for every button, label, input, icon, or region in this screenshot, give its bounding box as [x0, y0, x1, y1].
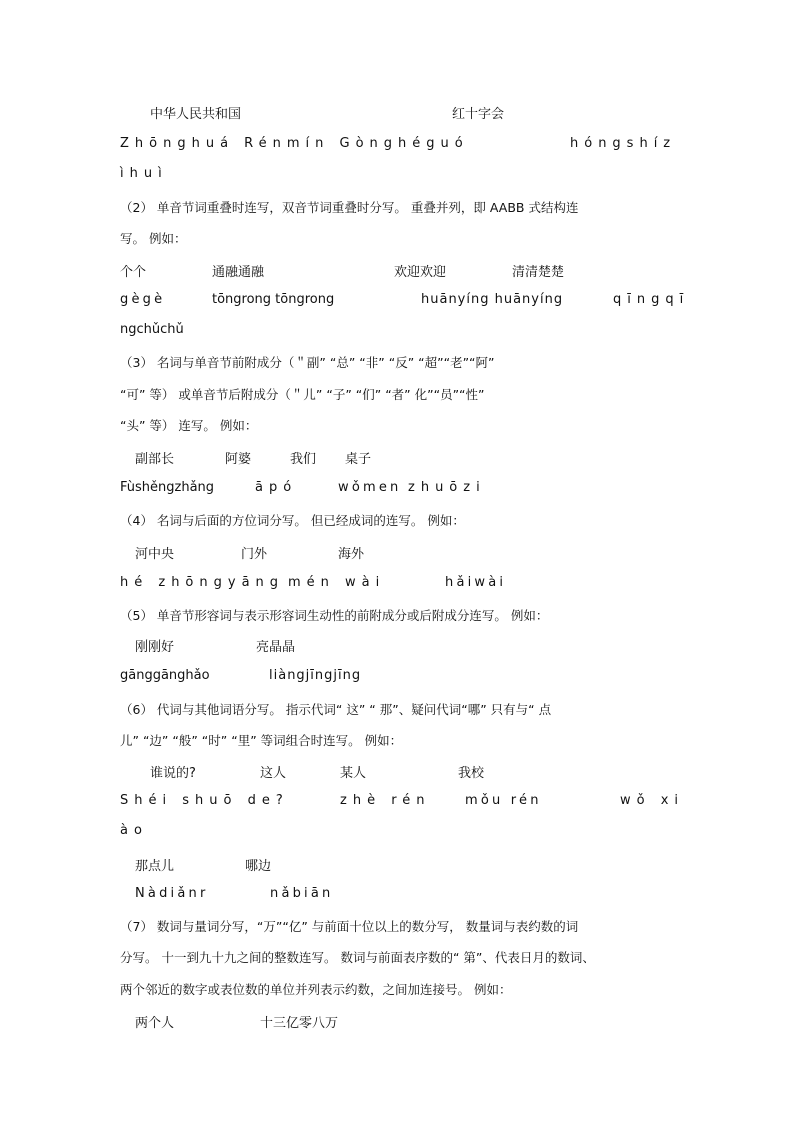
- example-hanzi-nadianr: 那点儿: [135, 859, 175, 874]
- example-hanzi-mouren: 某人: [340, 766, 367, 781]
- example-hanzi-gege: 个个: [120, 265, 147, 280]
- example-hanzi-fubuzhang: 副部长: [135, 452, 175, 467]
- example-pinyin-menwai: mén wài: [288, 575, 386, 590]
- example-pinyin-qingchu: qīngqī: [613, 292, 690, 307]
- example-hanzi-zheren: 这人: [260, 766, 287, 781]
- example-pinyin-mouren: mǒu rén: [465, 793, 542, 808]
- example-pinyin-zheren: zhè rén: [340, 793, 431, 808]
- example-hanzi-liangge: 两个人: [135, 1016, 175, 1031]
- example-pinyin-apo: āpó: [255, 480, 298, 495]
- example-hanzi-woxiao: 我校: [458, 766, 485, 781]
- example-hanzi-shisanyi: 十三亿零八万: [260, 1016, 339, 1031]
- example-hanzi-nabian: 哪边: [245, 859, 272, 874]
- example-pinyin-gege: gègè: [120, 292, 166, 307]
- example-pinyin-fubuzhang: Fùshěngzhǎng: [120, 480, 215, 495]
- example-pinyin-zhuozi: zhuōzi: [408, 480, 486, 495]
- section-3-line-2: “可” 等） 或单音节后附成分（＂儿” “子” “们” “者” 化”“员”“性”: [120, 387, 485, 402]
- section-6-line-1: （6） 代词与其他词语分写。 指示代词“ 这” “ 那”、疑问代词“哪” 只有与“ 点: [120, 702, 552, 717]
- example-pinyin-hezhongyang: hé zhōngyāng: [120, 575, 285, 590]
- example-hanzi-zhuozi: 桌子: [345, 452, 372, 467]
- example-hanzi-menwai: 门外: [241, 547, 268, 562]
- example-pinyin-nabian: nǎbiān: [270, 886, 334, 901]
- section-3-line-3: “头” 等） 连写。 例如：: [120, 418, 258, 433]
- example-hanzi-tongrong: 通融通融: [212, 265, 265, 280]
- example-pinyin-haiwai: hǎiwài: [445, 575, 507, 590]
- example-pinyin-nadianr: Nàdiǎnr: [135, 886, 209, 901]
- section-2-line-1: （2） 单音节词重叠时连写，双音节词重叠时分写。 重叠并列，即 AABB 式结构连: [120, 200, 579, 215]
- example-pinyin-qingchu-cont: ngchǔchǔ: [120, 322, 184, 337]
- example-hanzi-huanying: 欢迎欢迎: [394, 265, 447, 280]
- example-hanzi-sheishuode: 谁说的?: [150, 766, 196, 781]
- example-hanzi-liangjing: 亮晶晶: [256, 640, 296, 655]
- section-7-line-2: 分写。 十一到九十九之间的整数连写。 数词与前面表序数的“ 第”、代表日月的数词、: [120, 950, 595, 965]
- example-pinyin-ganggang: gānggānghǎo: [120, 668, 210, 683]
- example-hanzi-ganggang: 刚刚好: [135, 640, 175, 655]
- example-pinyin-woxiao-cont: ào: [120, 823, 148, 838]
- example-pinyin-tongrong: tōngrong tōngrong: [212, 292, 335, 307]
- example-pinyin-liangjing: liàngjīngjīng: [269, 668, 362, 683]
- section-3-line-1: （3） 名词与单音节前附成分（＂副” “总” “非” “反” “超”“老”“阿”: [120, 355, 495, 370]
- example-hanzi-qingchu: 清清楚楚: [512, 265, 565, 280]
- section-7-line-1: （7） 数词与量词分写，“万”“亿” 与前面十位以上的数分写， 数量词与表约数的词: [120, 919, 579, 934]
- example-hanzi-hezhongyang: 河中央: [135, 547, 175, 562]
- section-7-line-3: 两个邻近的数字或表位数的单位并列表示约数，之间加连接号。 例如：: [120, 982, 512, 997]
- example-pinyin-hongshizi: hóngshíz: [570, 136, 677, 151]
- section-5-line-1: （5） 单音节形容词与表示形容词生动性的前附成分或后附成分连写。 例如：: [120, 608, 549, 623]
- example-hanzi-hongshizi: 红十字会: [452, 107, 505, 122]
- example-pinyin-hongshizi-cont: ìhuì: [120, 166, 168, 181]
- example-pinyin-women: wǒmen: [338, 480, 402, 495]
- example-pinyin-woxiao: wǒ xi: [620, 793, 685, 808]
- example-pinyin-huanying: huānyíng huānyíng: [421, 292, 564, 307]
- section-6-line-2: 儿” “边” “般” “时” “里” 等词组合时连写。 例如：: [120, 733, 403, 748]
- example-hanzi-zhonghua: 中华人民共和国: [150, 107, 242, 122]
- section-4-line-1: （4） 名词与后面的方位词分写。 但已经成词的连写。 例如：: [120, 513, 465, 528]
- example-hanzi-haiwai: 海外: [338, 547, 365, 562]
- example-pinyin-zhonghua: Zhōnghuá Rénmín Gònghéguó: [120, 136, 469, 151]
- example-pinyin-sheishuode: Shéi shuō de?: [120, 793, 289, 808]
- example-hanzi-apo: 阿婆: [225, 452, 252, 467]
- example-hanzi-women: 我们: [290, 452, 317, 467]
- section-2-line-2: 写。 例如：: [120, 231, 187, 246]
